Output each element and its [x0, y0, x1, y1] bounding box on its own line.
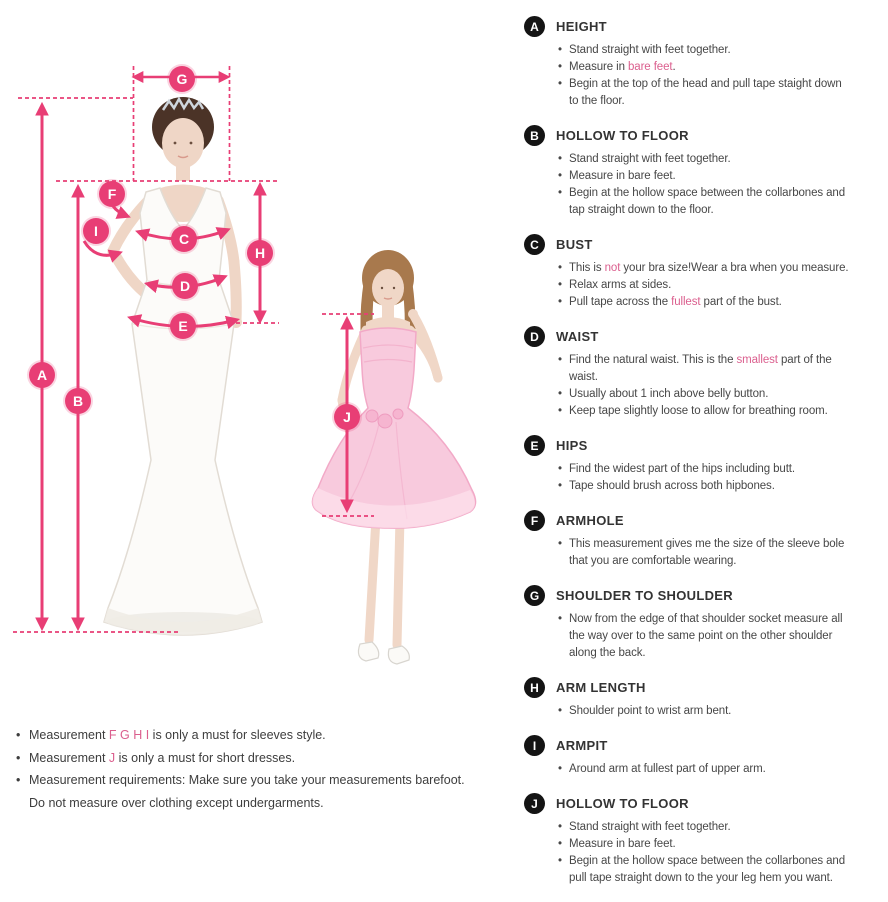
text-segment: Stand straight with feet together. — [569, 44, 731, 56]
bullet-item — [558, 853, 854, 887]
section-title: ARMHOLE — [556, 513, 624, 528]
text-segment: This measurement gives me the size of the sleeve bole that you are comfortable wearing. — [569, 538, 845, 567]
text-segment: Measure in — [569, 61, 628, 73]
text-segment: Measurement requirements: Make sure you take your measurements barefoot. Do not measure over clothing except undergarments. — [29, 773, 465, 810]
section-title: ARMPIT — [556, 738, 608, 753]
measure-section-F — [524, 510, 854, 570]
bullet-item — [558, 819, 854, 836]
diagram-badge-G: G — [169, 66, 195, 92]
text-segment: Measure in bare feet. — [569, 170, 676, 182]
text-segment: Usually about 1 inch above belly button. — [569, 388, 769, 400]
list-letter-badge-G: G — [524, 585, 545, 606]
section-header — [524, 585, 854, 606]
text-segment: part of the bust. — [700, 296, 782, 308]
section-title: HIPS — [556, 438, 588, 453]
highlight-text: fullest — [671, 296, 701, 308]
bullet-item — [558, 611, 854, 662]
bullet-item — [558, 536, 854, 570]
section-title: HOLLOW TO FLOOR — [556, 128, 689, 143]
diagram-badge-H: H — [247, 240, 273, 266]
text-segment: Relax arms at sides. — [569, 279, 672, 291]
text-segment: is only a must for short dresses. — [115, 750, 296, 765]
section-title: BUST — [556, 237, 593, 252]
bullet-item — [558, 461, 854, 478]
section-title: ARM LENGTH — [556, 680, 646, 695]
measure-section-G — [524, 585, 854, 662]
section-header — [524, 435, 854, 456]
text-segment: Around arm at fullest part of upper arm. — [569, 763, 766, 775]
measure-section-H — [524, 677, 854, 720]
diagram-badge-F: F — [99, 181, 125, 207]
list-letter-badge-F: F — [524, 510, 545, 531]
bullet-item — [558, 294, 854, 311]
section-title: SHOULDER TO SHOULDER — [556, 588, 733, 603]
bullet-item — [558, 352, 854, 386]
text-segment: Find the widest part of the hips including butt. — [569, 463, 795, 475]
diagram-badge-A: A — [29, 362, 55, 388]
section-title: WAIST — [556, 329, 599, 344]
bullet-item — [558, 836, 854, 853]
measure-section-E — [524, 435, 854, 495]
measure-section-D — [524, 326, 854, 420]
section-bullets — [524, 151, 854, 219]
measurement-diagram-illustration — [0, 0, 520, 720]
bullet-item — [558, 703, 854, 720]
section-header — [524, 735, 854, 756]
footnote-item — [16, 769, 468, 814]
text-segment: . — [672, 61, 676, 73]
section-bullets — [524, 819, 854, 887]
section-header — [524, 125, 854, 146]
section-header — [524, 234, 854, 255]
bullet-item — [558, 260, 854, 277]
bullet-item — [558, 386, 854, 403]
diagram-area — [0, 0, 520, 720]
text-segment: Measurement — [29, 750, 109, 765]
section-title: HOLLOW TO FLOOR — [556, 796, 689, 811]
section-bullets — [524, 42, 854, 110]
measure-section-B — [524, 125, 854, 219]
section-bullets — [524, 352, 854, 420]
text-segment: Now from the edge of that shoulder socket measure all the way over to the same point on the other shoulder along the back. — [569, 613, 843, 659]
text-segment: part of the waist. — [569, 354, 832, 383]
list-letter-badge-C: C — [524, 234, 545, 255]
bullet-item — [558, 761, 854, 778]
list-letter-badge-B: B — [524, 125, 545, 146]
section-bullets — [524, 611, 854, 662]
text-segment: is only a must for sleeves style. — [149, 728, 326, 742]
footnotes — [16, 724, 468, 814]
text-segment: Begin at the hollow space between the collarbones and tap straight down to the floor. — [569, 187, 846, 216]
bullet-item — [558, 59, 854, 76]
text-segment: Measure in bare feet. — [569, 838, 676, 850]
measure-section-I — [524, 735, 854, 778]
bullet-item — [558, 151, 854, 168]
list-letter-badge-H: H — [524, 677, 545, 698]
section-bullets — [524, 536, 854, 570]
list-letter-badge-D: D — [524, 326, 545, 347]
bullet-item — [558, 185, 854, 219]
arrow-F-armhole — [113, 206, 127, 216]
diagram-badge-C: C — [171, 226, 197, 252]
section-header — [524, 793, 854, 814]
bullet-item — [558, 277, 854, 294]
section-title: HEIGHT — [556, 19, 607, 34]
bullet-item — [558, 168, 854, 185]
text-segment: Shoulder point to wrist arm bent. — [569, 705, 732, 717]
text-segment: This is — [569, 262, 605, 274]
highlight-text: bare feet — [627, 61, 673, 73]
text-segment: Pull tape across the — [569, 296, 672, 308]
section-bullets — [524, 703, 854, 720]
section-header — [524, 677, 854, 698]
short-model-figure — [312, 250, 475, 664]
list-letter-badge-J: J — [524, 793, 545, 814]
text-segment: Find the natural waist. This is the — [569, 354, 737, 366]
bullet-item — [558, 403, 854, 420]
measurement-list — [524, 16, 854, 902]
list-letter-badge-A: A — [524, 16, 545, 37]
section-header — [524, 510, 854, 531]
list-letter-badge-E: E — [524, 435, 545, 456]
tall-model-figure — [104, 97, 262, 635]
measure-section-C — [524, 234, 854, 311]
text-segment: Begin at the top of the head and pull tape staight down to the floor. — [569, 78, 842, 107]
bullet-item — [558, 76, 854, 110]
text-segment: Measurement — [29, 728, 109, 742]
diagram-badge-I: I — [83, 218, 109, 244]
text-segment: Stand straight with feet together. — [569, 821, 731, 833]
diagram-badge-J: J — [334, 404, 360, 430]
highlight-text: smallest — [736, 354, 778, 366]
bullet-item — [558, 478, 854, 495]
section-header — [524, 326, 854, 347]
section-bullets — [524, 260, 854, 311]
text-segment: Stand straight with feet together. — [569, 153, 731, 165]
section-header — [524, 16, 854, 37]
highlight-text: J — [108, 750, 116, 765]
text-segment: Tape should brush across both hipbones. — [569, 480, 775, 492]
section-bullets — [524, 761, 854, 778]
text-segment: Begin at the hollow space between the collarbones and pull tape straight down to the your leg hem you want. — [569, 855, 846, 884]
section-bullets — [524, 461, 854, 495]
footnote-item — [16, 724, 468, 747]
text-segment: your bra size!Wear a bra when you measure. — [620, 262, 849, 274]
diagram-badge-E: E — [170, 313, 196, 339]
measure-section-J — [524, 793, 854, 887]
measure-section-A — [524, 16, 854, 110]
diagram-badge-B: B — [65, 388, 91, 414]
diagram-badge-D: D — [172, 273, 198, 299]
highlight-text: not — [604, 262, 621, 274]
footnote-item — [16, 747, 468, 770]
bullet-item — [558, 42, 854, 59]
list-letter-badge-I: I — [524, 735, 545, 756]
text-segment: Keep tape slightly loose to allow for breathing room. — [569, 405, 828, 417]
highlight-text: F G H I — [108, 728, 150, 742]
